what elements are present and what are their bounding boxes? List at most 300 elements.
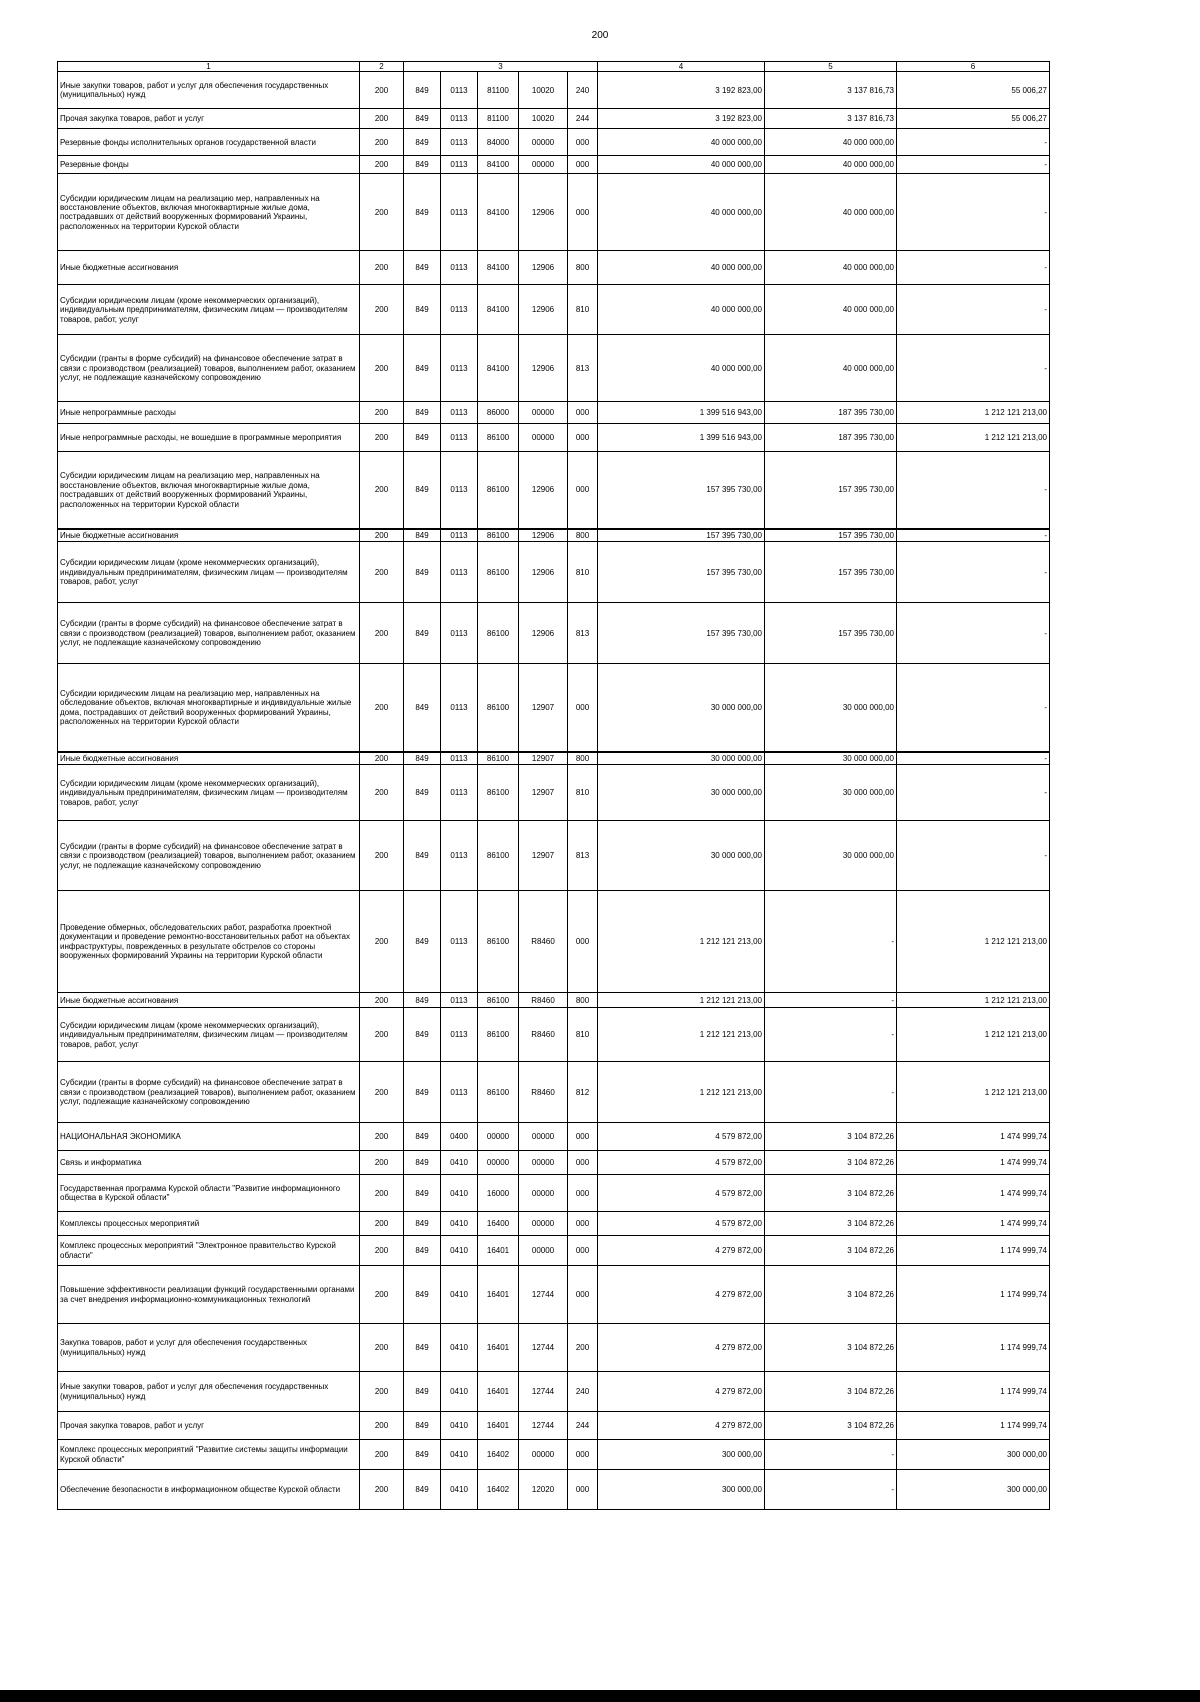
row-name: Комплекс процессных мероприятий "Развитие системы защиты информации Курской области": [58, 1440, 360, 1470]
code-ministry: 849: [404, 129, 441, 156]
code-ministry: 849: [404, 752, 441, 765]
code-direction: 12907: [519, 821, 568, 891]
row-name: Иные бюджетные ассигнования: [58, 993, 360, 1008]
code-direction: R8460: [519, 891, 568, 993]
code-program: 86100: [478, 752, 519, 765]
amount-col-4: 4 279 872,00: [598, 1324, 765, 1372]
amount-col-4: 1 399 516 943,00: [598, 402, 765, 424]
row-name: Субсидии юридическим лицам на реализацию мер, направленных на восстановление объектов, включая многоквартирные жилые дома, пострадавших от действий вооруженных формирований Украины, расположенных на территории Курской области: [58, 452, 360, 529]
code-expense-type: 000: [568, 1212, 598, 1236]
code-program: 86000: [478, 402, 519, 424]
code-direction: 12744: [519, 1412, 568, 1440]
amount-col-6: -: [897, 174, 1050, 251]
code-program: 84100: [478, 335, 519, 402]
amount-col-5: 157 395 730,00: [765, 452, 897, 529]
table-row: [58, 1175, 1050, 1212]
code-program: 86100: [478, 603, 519, 664]
amount-col-4: 1 399 516 943,00: [598, 424, 765, 452]
amount-col-6: -: [897, 765, 1050, 821]
table-row: [58, 424, 1050, 452]
amount-col-5: 157 395 730,00: [765, 542, 897, 603]
table-row: [58, 1324, 1050, 1372]
code-direction: 00000: [519, 1175, 568, 1212]
code-col-2: 200: [360, 285, 404, 335]
code-col-2: 200: [360, 891, 404, 993]
amount-col-6: 1 174 999,74: [897, 1236, 1050, 1266]
amount-col-4: 1 212 121 213,00: [598, 993, 765, 1008]
amount-col-6: -: [897, 285, 1050, 335]
code-direction: 12020: [519, 1470, 568, 1510]
table-row: [58, 1470, 1050, 1510]
code-section: 0410: [441, 1324, 478, 1372]
row-name: Иные бюджетные ассигнования: [58, 752, 360, 765]
code-section: 0113: [441, 129, 478, 156]
code-col-2: 200: [360, 109, 404, 129]
table-row: [58, 1008, 1050, 1062]
amount-col-4: 157 395 730,00: [598, 452, 765, 529]
code-expense-type: 000: [568, 452, 598, 529]
row-name: Субсидии (гранты в форме субсидий) на финансовое обеспечение затрат в связи с производством (реализацией) товаров, выполнением работ, оказанием услуг, не подлежащие казначейскому сопровождению: [58, 821, 360, 891]
table-row: [58, 752, 1050, 765]
row-name: Субсидии (гранты в форме субсидий) на финансовое обеспечение затрат в связи с производством (реализацией товаров), выполнением работ, оказанием услуг, подлежащие казначейскому сопровождению: [58, 1062, 360, 1123]
amount-col-4: 157 395 730,00: [598, 542, 765, 603]
amount-col-6: -: [897, 156, 1050, 174]
amount-col-4: 40 000 000,00: [598, 156, 765, 174]
code-section: 0113: [441, 603, 478, 664]
code-section: 0113: [441, 529, 478, 542]
amount-col-6: -: [897, 664, 1050, 752]
amount-col-6: -: [897, 129, 1050, 156]
code-section: 0113: [441, 109, 478, 129]
code-section: 0113: [441, 174, 478, 251]
code-col-2: 200: [360, 542, 404, 603]
amount-col-5: 3 137 816,73: [765, 109, 897, 129]
code-expense-type: 000: [568, 891, 598, 993]
code-program: 86100: [478, 542, 519, 603]
code-ministry: 849: [404, 335, 441, 402]
header-col-3: 3: [404, 62, 598, 72]
amount-col-5: 30 000 000,00: [765, 765, 897, 821]
code-expense-type: 200: [568, 1324, 598, 1372]
amount-col-6: -: [897, 542, 1050, 603]
amount-col-4: 157 395 730,00: [598, 529, 765, 542]
code-col-2: 200: [360, 752, 404, 765]
amount-col-4: 30 000 000,00: [598, 752, 765, 765]
row-name: Иные бюджетные ассигнования: [58, 529, 360, 542]
amount-col-5: 3 104 872,26: [765, 1236, 897, 1266]
code-ministry: 849: [404, 1062, 441, 1123]
row-name: Связь и информатика: [58, 1151, 360, 1175]
amount-col-5: 3 104 872,26: [765, 1412, 897, 1440]
amount-col-5: 30 000 000,00: [765, 821, 897, 891]
code-ministry: 849: [404, 603, 441, 664]
amount-col-5: -: [765, 993, 897, 1008]
row-name: Прочая закупка товаров, работ и услуг: [58, 109, 360, 129]
budget-table: [57, 61, 1050, 1510]
table-row: [58, 1062, 1050, 1123]
code-expense-type: 000: [568, 402, 598, 424]
code-program: 86100: [478, 424, 519, 452]
code-col-2: 200: [360, 1440, 404, 1470]
code-section: 0410: [441, 1266, 478, 1324]
code-expense-type: 000: [568, 129, 598, 156]
code-expense-type: 810: [568, 542, 598, 603]
row-name: Субсидии юридическим лицам на реализацию мер, направленных на восстановление объектов, включая многоквартирные жилые дома, пострадавших от действий вооруженных формирований Украины, расположенных на территории Курской области: [58, 174, 360, 251]
code-col-2: 200: [360, 603, 404, 664]
code-ministry: 849: [404, 1470, 441, 1510]
code-col-2: 200: [360, 424, 404, 452]
code-program: 86100: [478, 529, 519, 542]
code-direction: 00000: [519, 424, 568, 452]
amount-col-4: 4 279 872,00: [598, 1266, 765, 1324]
code-section: 0113: [441, 424, 478, 452]
table-row: [58, 603, 1050, 664]
amount-col-5: 40 000 000,00: [765, 129, 897, 156]
row-name: Закупка товаров, работ и услуг для обеспечения государственных (муниципальных) нужд: [58, 1324, 360, 1372]
amount-col-4: 1 212 121 213,00: [598, 1008, 765, 1062]
code-section: 0113: [441, 1008, 478, 1062]
code-direction: 12744: [519, 1266, 568, 1324]
amount-col-4: 40 000 000,00: [598, 285, 765, 335]
amount-col-5: 187 395 730,00: [765, 424, 897, 452]
code-expense-type: 000: [568, 174, 598, 251]
table-row: [58, 1266, 1050, 1324]
code-section: 0113: [441, 891, 478, 993]
amount-col-5: -: [765, 1062, 897, 1123]
table-row: [58, 72, 1050, 109]
amount-col-4: 300 000,00: [598, 1470, 765, 1510]
amount-col-6: 300 000,00: [897, 1440, 1050, 1470]
code-section: 0410: [441, 1175, 478, 1212]
amount-col-5: 40 000 000,00: [765, 156, 897, 174]
code-expense-type: 000: [568, 664, 598, 752]
table-row: [58, 664, 1050, 752]
code-direction: 12906: [519, 603, 568, 664]
amount-col-6: -: [897, 752, 1050, 765]
amount-col-5: 30 000 000,00: [765, 752, 897, 765]
code-program: 00000: [478, 1151, 519, 1175]
code-program: 84100: [478, 285, 519, 335]
row-name: Повышение эффективности реализации функций государственными органами за счет внедрения информационно-коммуникационных технологий: [58, 1266, 360, 1324]
amount-col-6: 1 474 999,74: [897, 1175, 1050, 1212]
code-section: 0113: [441, 402, 478, 424]
amount-col-4: 1 212 121 213,00: [598, 891, 765, 993]
amount-col-4: 1 212 121 213,00: [598, 1062, 765, 1123]
amount-col-6: 1 174 999,74: [897, 1412, 1050, 1440]
amount-col-4: 4 279 872,00: [598, 1412, 765, 1440]
row-name: Иные непрограммные расходы, не вошедшие в программные мероприятия: [58, 424, 360, 452]
code-col-2: 200: [360, 1212, 404, 1236]
code-program: 86100: [478, 993, 519, 1008]
row-name: Субсидии юридическим лицам (кроме некоммерческих организаций), индивидуальным предпринимателям, физическим лицам — производителям товаров, работ, услуг: [58, 1008, 360, 1062]
code-direction: 12907: [519, 664, 568, 752]
code-expense-type: 810: [568, 1008, 598, 1062]
code-col-2: 200: [360, 156, 404, 174]
code-program: 86100: [478, 664, 519, 752]
code-ministry: 849: [404, 821, 441, 891]
amount-col-4: 4 579 872,00: [598, 1175, 765, 1212]
amount-col-5: 40 000 000,00: [765, 251, 897, 285]
row-name: Иные закупки товаров, работ и услуг для обеспечения государственных (муниципальных) нужд: [58, 1372, 360, 1412]
code-program: 84100: [478, 156, 519, 174]
amount-col-6: 1 212 121 213,00: [897, 993, 1050, 1008]
code-direction: 10020: [519, 72, 568, 109]
code-expense-type: 800: [568, 752, 598, 765]
table-body: [58, 72, 1050, 1510]
code-expense-type: 000: [568, 1175, 598, 1212]
amount-col-6: 1 474 999,74: [897, 1151, 1050, 1175]
code-direction: 00000: [519, 402, 568, 424]
bottom-scan-border: [0, 1690, 1200, 1702]
amount-col-5: 30 000 000,00: [765, 664, 897, 752]
code-col-2: 200: [360, 1008, 404, 1062]
table-row: [58, 156, 1050, 174]
code-program: 16401: [478, 1324, 519, 1372]
table-row: [58, 1151, 1050, 1175]
code-col-2: 200: [360, 1470, 404, 1510]
code-ministry: 849: [404, 529, 441, 542]
page-number: 200: [591, 30, 609, 41]
header-row: [58, 62, 1050, 72]
header-col-2: 2: [360, 62, 404, 72]
code-col-2: 200: [360, 1372, 404, 1412]
code-expense-type: 800: [568, 993, 598, 1008]
code-ministry: 849: [404, 402, 441, 424]
code-col-2: 200: [360, 1175, 404, 1212]
amount-col-6: 1 474 999,74: [897, 1123, 1050, 1151]
code-ministry: 849: [404, 174, 441, 251]
header-col-1: 1: [58, 62, 360, 72]
code-col-2: 200: [360, 72, 404, 109]
code-expense-type: 000: [568, 1440, 598, 1470]
row-name: Обеспечение безопасности в информационном обществе Курской области: [58, 1470, 360, 1510]
code-col-2: 200: [360, 765, 404, 821]
code-col-2: 200: [360, 1062, 404, 1123]
code-direction: 00000: [519, 1151, 568, 1175]
amount-col-6: 300 000,00: [897, 1470, 1050, 1510]
code-program: 16401: [478, 1266, 519, 1324]
code-ministry: 849: [404, 72, 441, 109]
row-name: Комплекс процессных мероприятий "Электронное правительство Курской области": [58, 1236, 360, 1266]
code-program: 81100: [478, 72, 519, 109]
code-direction: 12906: [519, 542, 568, 603]
amount-col-5: 3 104 872,26: [765, 1151, 897, 1175]
row-name: Субсидии юридическим лицам на реализацию мер, направленных на обследование объектов, включая многоквартирные и индивидуальные жилые дома, пострадавших от действий вооруженных формирований Украины, расположенных на территории Курской области: [58, 664, 360, 752]
code-col-2: 200: [360, 1151, 404, 1175]
code-direction: 12744: [519, 1324, 568, 1372]
code-section: 0410: [441, 1151, 478, 1175]
code-program: 86100: [478, 1062, 519, 1123]
code-section: 0113: [441, 1062, 478, 1123]
code-program: 86100: [478, 821, 519, 891]
amount-col-5: 157 395 730,00: [765, 603, 897, 664]
code-expense-type: 000: [568, 1236, 598, 1266]
code-ministry: 849: [404, 452, 441, 529]
code-expense-type: 240: [568, 72, 598, 109]
amount-col-4: 40 000 000,00: [598, 251, 765, 285]
code-direction: R8460: [519, 1008, 568, 1062]
code-ministry: 849: [404, 1212, 441, 1236]
code-direction: 12906: [519, 285, 568, 335]
amount-col-4: 3 192 823,00: [598, 109, 765, 129]
code-expense-type: 000: [568, 156, 598, 174]
code-program: 16401: [478, 1236, 519, 1266]
amount-col-6: 1 212 121 213,00: [897, 1008, 1050, 1062]
amount-col-6: 1 212 121 213,00: [897, 891, 1050, 993]
header-col-6: 6: [897, 62, 1050, 72]
code-section: 0113: [441, 72, 478, 109]
row-name: Резервные фонды исполнительных органов государственной власти: [58, 129, 360, 156]
code-program: 16402: [478, 1440, 519, 1470]
amount-col-6: 1 174 999,74: [897, 1372, 1050, 1412]
code-section: 0113: [441, 452, 478, 529]
code-program: 16000: [478, 1175, 519, 1212]
table-row: [58, 1123, 1050, 1151]
code-expense-type: 813: [568, 603, 598, 664]
code-col-2: 200: [360, 821, 404, 891]
code-direction: 12907: [519, 765, 568, 821]
amount-col-5: 3 104 872,26: [765, 1123, 897, 1151]
amount-col-4: 157 395 730,00: [598, 603, 765, 664]
amount-col-5: 157 395 730,00: [765, 529, 897, 542]
code-expense-type: 000: [568, 424, 598, 452]
amount-col-5: 187 395 730,00: [765, 402, 897, 424]
amount-col-6: 1 212 121 213,00: [897, 402, 1050, 424]
amount-col-4: 4 279 872,00: [598, 1236, 765, 1266]
code-ministry: 849: [404, 285, 441, 335]
code-col-2: 200: [360, 1123, 404, 1151]
table-row: [58, 129, 1050, 156]
row-name: Субсидии юридическим лицам (кроме некоммерческих организаций), индивидуальным предпринимателям, физическим лицам — производителям товаров, работ, услуг: [58, 542, 360, 603]
code-col-2: 200: [360, 251, 404, 285]
amount-col-4: 30 000 000,00: [598, 821, 765, 891]
code-section: 0410: [441, 1236, 478, 1266]
code-section: 0113: [441, 542, 478, 603]
amount-col-6: 55 006,27: [897, 72, 1050, 109]
code-col-2: 200: [360, 529, 404, 542]
amount-col-5: 3 104 872,26: [765, 1372, 897, 1412]
code-col-2: 200: [360, 1266, 404, 1324]
code-direction: 00000: [519, 156, 568, 174]
amount-col-6: -: [897, 452, 1050, 529]
code-col-2: 200: [360, 664, 404, 752]
code-section: 0113: [441, 285, 478, 335]
code-ministry: 849: [404, 542, 441, 603]
code-section: 0410: [441, 1440, 478, 1470]
code-direction: 12744: [519, 1372, 568, 1412]
table-row: [58, 1440, 1050, 1470]
amount-col-5: -: [765, 891, 897, 993]
code-col-2: 200: [360, 993, 404, 1008]
code-ministry: 849: [404, 156, 441, 174]
row-name: Субсидии юридическим лицам (кроме некоммерческих организаций), индивидуальным предпринимателям, физическим лицам — производителям товаров, работ, услуг: [58, 765, 360, 821]
table-row: [58, 285, 1050, 335]
amount-col-4: 30 000 000,00: [598, 664, 765, 752]
code-ministry: 849: [404, 1008, 441, 1062]
amount-col-6: 55 006,27: [897, 109, 1050, 129]
code-program: 86100: [478, 1008, 519, 1062]
code-expense-type: 812: [568, 1062, 598, 1123]
code-section: 0113: [441, 156, 478, 174]
code-col-2: 200: [360, 452, 404, 529]
code-section: 0410: [441, 1470, 478, 1510]
code-section: 0113: [441, 664, 478, 752]
row-name: Субсидии юридическим лицам (кроме некоммерческих организаций), индивидуальным предпринимателям, физическим лицам — производителям товаров, работ, услуг: [58, 285, 360, 335]
code-program: 81100: [478, 109, 519, 129]
row-name: Субсидии (гранты в форме субсидий) на финансовое обеспечение затрат в связи с производством (реализацией) товаров, выполнением работ, оказанием услуг, не подлежащие казначейскому сопровождению: [58, 335, 360, 402]
code-col-2: 200: [360, 174, 404, 251]
code-ministry: 849: [404, 1440, 441, 1470]
code-ministry: 849: [404, 993, 441, 1008]
amount-col-6: 1 212 121 213,00: [897, 424, 1050, 452]
code-ministry: 849: [404, 1412, 441, 1440]
amount-col-5: -: [765, 1440, 897, 1470]
code-section: 0113: [441, 993, 478, 1008]
code-expense-type: 000: [568, 1123, 598, 1151]
table-row: [58, 335, 1050, 402]
table-row: [58, 891, 1050, 993]
code-program: 86100: [478, 452, 519, 529]
code-expense-type: 800: [568, 529, 598, 542]
code-direction: 12906: [519, 452, 568, 529]
amount-col-5: 3 137 816,73: [765, 72, 897, 109]
code-program: 84100: [478, 251, 519, 285]
code-section: 0113: [441, 821, 478, 891]
row-name: Иные закупки товаров, работ и услуг для обеспечения государственных (муниципальных) нужд: [58, 72, 360, 109]
code-section: 0400: [441, 1123, 478, 1151]
amount-col-4: 40 000 000,00: [598, 174, 765, 251]
code-direction: 00000: [519, 129, 568, 156]
code-direction: 12906: [519, 335, 568, 402]
amount-col-6: -: [897, 251, 1050, 285]
table-row: [58, 529, 1050, 542]
amount-col-4: 4 579 872,00: [598, 1151, 765, 1175]
row-name: Государственная программа Курской области "Развитие информационного общества в Курской области": [58, 1175, 360, 1212]
table-row: [58, 1212, 1050, 1236]
amount-col-5: 3 104 872,26: [765, 1212, 897, 1236]
header-col-4: 4: [598, 62, 765, 72]
code-expense-type: 800: [568, 251, 598, 285]
amount-col-5: 3 104 872,26: [765, 1324, 897, 1372]
amount-col-4: 4 579 872,00: [598, 1212, 765, 1236]
code-expense-type: 810: [568, 285, 598, 335]
table-row: [58, 1372, 1050, 1412]
code-section: 0113: [441, 251, 478, 285]
amount-col-4: 3 192 823,00: [598, 72, 765, 109]
amount-col-4: 30 000 000,00: [598, 765, 765, 821]
code-program: 84100: [478, 174, 519, 251]
amount-col-6: -: [897, 821, 1050, 891]
code-expense-type: 244: [568, 109, 598, 129]
code-program: 84000: [478, 129, 519, 156]
code-ministry: 849: [404, 1236, 441, 1266]
code-section: 0113: [441, 335, 478, 402]
amount-col-6: -: [897, 529, 1050, 542]
code-col-2: 200: [360, 1324, 404, 1372]
code-ministry: 849: [404, 251, 441, 285]
code-ministry: 849: [404, 1175, 441, 1212]
amount-col-6: 1 174 999,74: [897, 1324, 1050, 1372]
code-ministry: 849: [404, 1266, 441, 1324]
code-direction: 12907: [519, 752, 568, 765]
amount-col-4: 4 579 872,00: [598, 1123, 765, 1151]
header-col-5: 5: [765, 62, 897, 72]
amount-col-6: -: [897, 603, 1050, 664]
table-row: [58, 765, 1050, 821]
table-row: [58, 251, 1050, 285]
row-name: Прочая закупка товаров, работ и услуг: [58, 1412, 360, 1440]
table-row: [58, 821, 1050, 891]
